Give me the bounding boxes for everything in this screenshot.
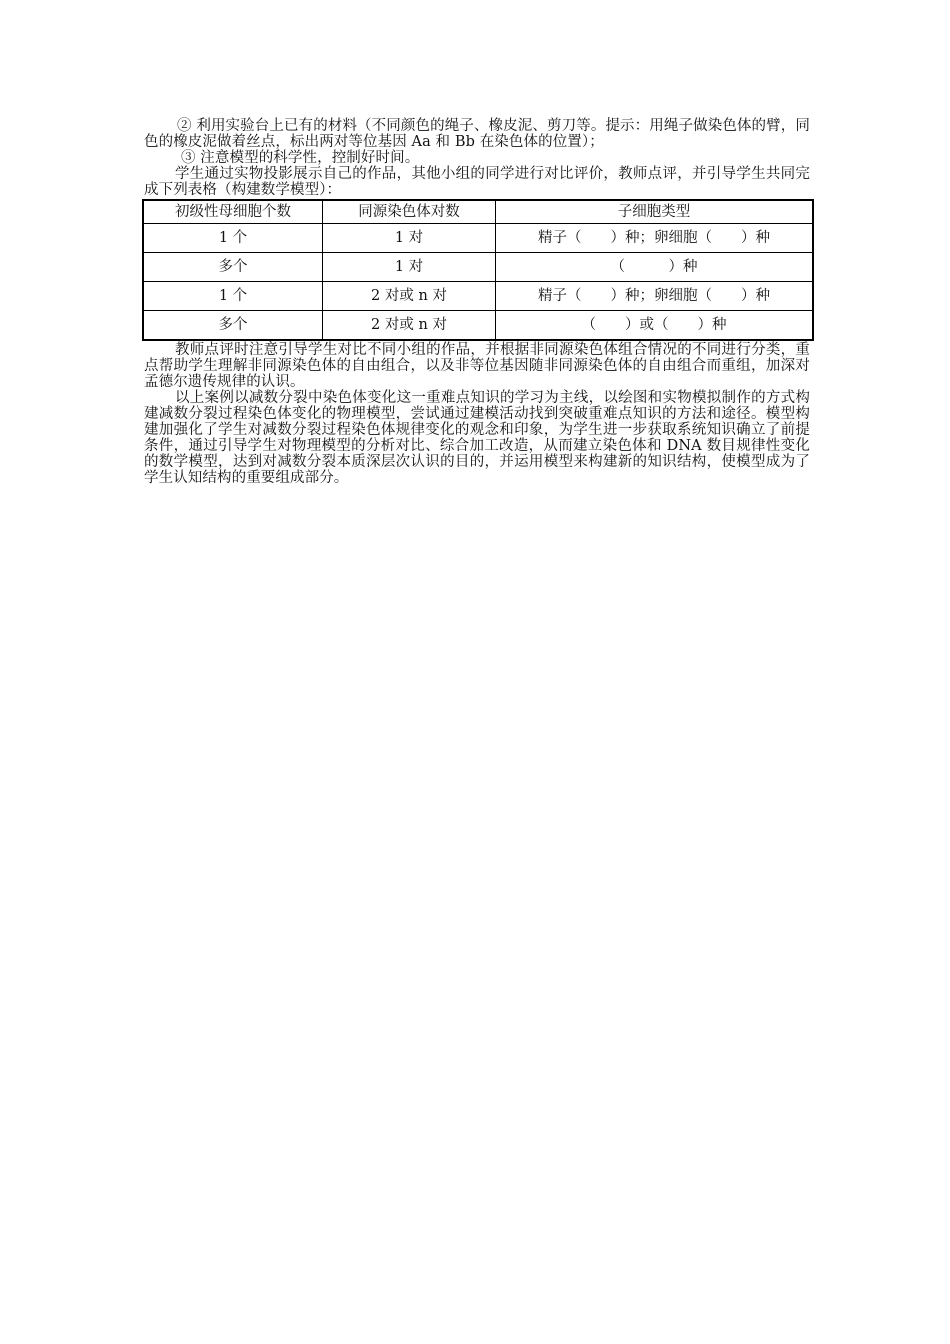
paragraph-summary: 以上案例以减数分裂中染色体变化这一重难点知识的学习为主线，以绘图和实物模拟制作的方式构建减数分裂过程染色体变化的物理模型，尝试通过建模活动找到突破重难点知识的方法和途径。模型构建加强化了学生对减数分裂过程染色体规律变化的观念和印象，为学生进一步获取系统知识确立了前提条件，通过引导学生对物理模型的分析对比、综合加工改造，从而建立染色体和 DNA 数目规律性变化的数学模型，达到对减数分裂本质深层次认识的目的，并运用模型来构建新的知识结构，使模型成为了学生认知结构的重要组成部分。: [144, 390, 810, 486]
table-header-cell: 初级性母细胞个数: [143, 200, 323, 224]
table-header-row: [143, 200, 813, 224]
table-row: [143, 311, 813, 341]
math-model-table: [142, 199, 814, 341]
paragraph-teacher-comment: 教师点评时注意引导学生对比不同小组的作品，并根据非同源染色体组合情况的不同进行分类，重点帮助学生理解非同源染色体的自由组合，以及非等位基因随非同源染色体的自由组合而重组，加深对孟德尔遗传规律的认识。: [144, 342, 810, 390]
table-cell: 1 个: [143, 224, 323, 253]
table-cell: 2 对或 n 对: [323, 282, 496, 311]
table-cell: 1 个: [143, 282, 323, 311]
table-cell: 多个: [143, 311, 323, 341]
document-page: [144, 118, 810, 486]
table-cell: 多个: [143, 253, 323, 282]
table-row: [143, 253, 813, 282]
table-row: [143, 224, 813, 253]
table-cell: （ ）种: [496, 253, 814, 282]
table-cell: 精子（ ）种；卵细胞（ ）种: [496, 282, 814, 311]
table-cell: 1 对: [323, 253, 496, 282]
table-header-cell: 同源染色体对数: [323, 200, 496, 224]
table-row: [143, 282, 813, 311]
table-cell: 2 对或 n 对: [323, 311, 496, 341]
paragraph-intro: 学生通过实物投影展示自己的作品，其他小组的同学进行对比评价，教师点评，并引导学生共同完成下列表格（构建数学模型）：: [144, 166, 810, 198]
paragraph-item-3: ③ 注意模型的科学性，控制好时间。: [181, 150, 420, 166]
table-header-cell: 子细胞类型: [496, 200, 814, 224]
table-cell: 1 对: [323, 224, 496, 253]
table-cell: 精子（ ）种；卵细胞（ ）种: [496, 224, 814, 253]
table-cell: （ ）或（ ）种: [496, 311, 814, 341]
paragraph-item-2: ② 利用实验台上已有的材料（不同颜色的绳子、橡皮泥、剪刀等。提示：用绳子做染色体的臂，同色的橡皮泥做着丝点，标出两对等位基因 Aa 和 Bb 在染色体的位置）；: [144, 118, 810, 150]
